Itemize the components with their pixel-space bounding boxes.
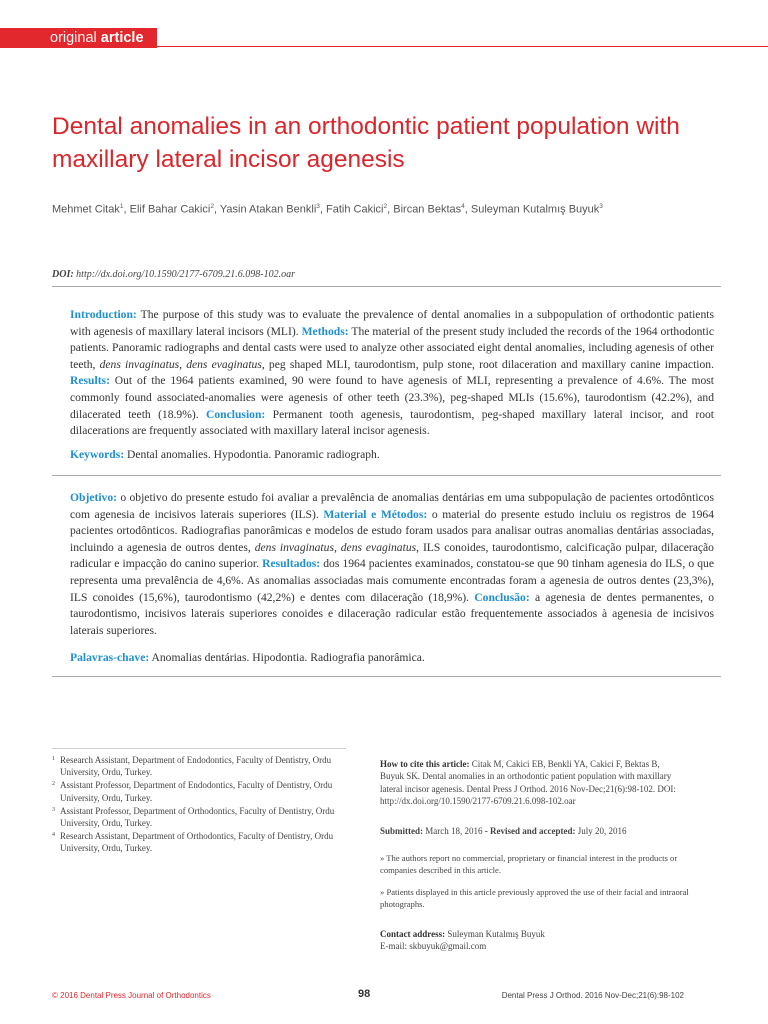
footer-journal: Dental Press J Orthod. 2016 Nov-Dec;21(6):98-102 [501,991,684,1000]
author: Mehmet Citak [52,203,120,216]
author: Yasin Atakan Benkli [219,203,317,216]
abstract-text: Introduction: The purpose of this study was to evaluate the prevalence of dental anomalies in a subpopulation of orthodontic patients with agenesis of maxillary lateral incisors (MLI). Methods: The material of the present study included the records of the 1964 orthodontic patients. Panoramic radiographs and dental casts were used to analyze other associated eight dental anomalies, including agenesis of other teeth, dens invaginatus, dens evaginatus, peg shaped MLI, taurodontism, pulp stone, root dilaceration and maxillary canine impaction. Results: Out of the 1964 patients examined, 90 were found to have agenesis of MLI, representing a prevalence of 4.6%. The most commonly found associated-anomalies were agenesis of other teeth (23.3%), peg-shaped MLIs (15.6%), taurodontism (42.2%), and dilacerated teeth (18.9%). Conclusion: Permanent tooth agenesis, taurodontism, peg-shaped maxillary lateral incisor, and root dilacerations are frequently associated with maxillary lateral incisor agenesis. [70,308,715,438]
resumo-text: Objetivo: o objetivo do presente estudo foi avaliar a prevalência de anomalias dentárias em uma subpopulação de pacientes ortodônticos com agenesia de incisivos laterais superiores (ILS). Material e Métodos: o material do presente estudo incluiu os registros de 1964 pacientes ortodônticos. Radiografias panorâmicas e modelos de estudo foram usados para analisar outras anomalias dentárias associadas, incluindo a agenesia de outros dentes, dens invaginatus, dens evaginatus, ILS conoides, taurodontismo, calcificação pulpar, dilaceração radicular e impacção do canino superior. Resultados: dos 1964 pacientes examinados, constatou-se que 90 tinham agenesia do ILS, o que representa uma prevalência de 4,6%. As anomalias associadas mais comumente encontradas foram a agenesia de outros dentes (23,3%), ILS conoides (15,6%), taurodontismo (42,2%) e dentes com dilaceração (18,9%). Conclusão: a agenesia de dentes permanentes, o taurodontismo, incisivos laterais superiores conoides e dilaceração radicular estão frequentemente associados à agenesia de incisivos laterais superiores. [70,491,715,637]
keywords: Keywords: Dental anomalies. Hypodontia. Panoramic radiograph. [70,448,380,461]
author: Bircan Bektas [393,203,462,216]
affiliations [52,754,352,856]
section-label: original article [50,30,144,46]
article-title: Dental anomalies in an orthodontic patient population with maxillary lateral incisor agenesis [52,113,680,173]
author-list: Mehmet Citak$^1$, Elif Bahar Cakici$^2$, Yasin Atakan Benkli$^3$, Fatih Cakici$^2$, Bircan Bektas$^4$, Suleyman Kutalmış Buyuk$^3$ [52,203,603,216]
doi: DOI: http://dx.doi.org/10.1590/2177-6709.21.6.098-102.oar [52,269,295,280]
submission-dates: Submitted: March 18, 2016 - Revised and accepted: July 20, 2016 [380,826,627,836]
citation: How to cite this article: Citak M, Cakici EB, Benkli YA, Cakici F, Bektas B, Buyuk SK. Dental anomalies in an orthodontic patient population with maxillary lateral incisor agenesis. Dental Press J Orthod. 2016 Nov-Dec;21(6):98-102. DOI: http://dx.doi.org/10.1590/2177-6709.21.6.098-102.oar [380,759,676,806]
author: Suleyman Kutalmış Buyuk [470,203,600,216]
contact-email[interactable]: E-mail: skbuyuk@gmail.com [380,941,487,952]
consent-note: » Patients displayed in this article previously approved the use of their facial and intraoral photographs. [380,887,689,910]
doi-link[interactable]: http://dx.doi.org/10.1590/2177-6709.21.6.098-102.oar [76,269,295,280]
author: Fatih Cakici [326,203,384,216]
author: Elif Bahar Cakici [129,203,211,216]
abstract-portuguese [52,480,721,677]
contact-address: Contact address: Suleyman Kutalmış Buyuk E-mail: skbuyuk@gmail.com [380,929,545,952]
page-number: 98 [358,988,371,1000]
footer-copyright: © 2016 Dental Press Journal of Orthodontics [52,991,211,1000]
affiliation-item: 2 Assistant Professor, Department of Endodontics, Faculty of Dentistry, Ordu University, Ordu, Turkey. [52,780,333,803]
affiliation-rule [52,748,346,749]
abstract-english [52,286,721,476]
header-rule [157,46,768,47]
palavras-chave: Palavras-chave: Anomalias dentárias. Hipodontia. Radiografia panorâmica. [70,651,425,664]
affiliation-item: 1 Research Assistant, Department of Endodontics, Faculty of Dentistry, Ordu University, Ordu, Turkey. [52,755,332,778]
conflict-note: » The authors report no commercial, proprietary or financial interest in the products or companies described in this article. [380,853,678,876]
affiliation-item: 3 Assistant Professor, Department of Orthodontics, Faculty of Dentistry, Ordu University, Ordu, Turkey. [52,805,335,829]
affiliation-item: 4 Research Assistant, Department of Orthodontics, Faculty of Dentistry, Ordu University, Ordu, Turkey. [52,831,334,854]
